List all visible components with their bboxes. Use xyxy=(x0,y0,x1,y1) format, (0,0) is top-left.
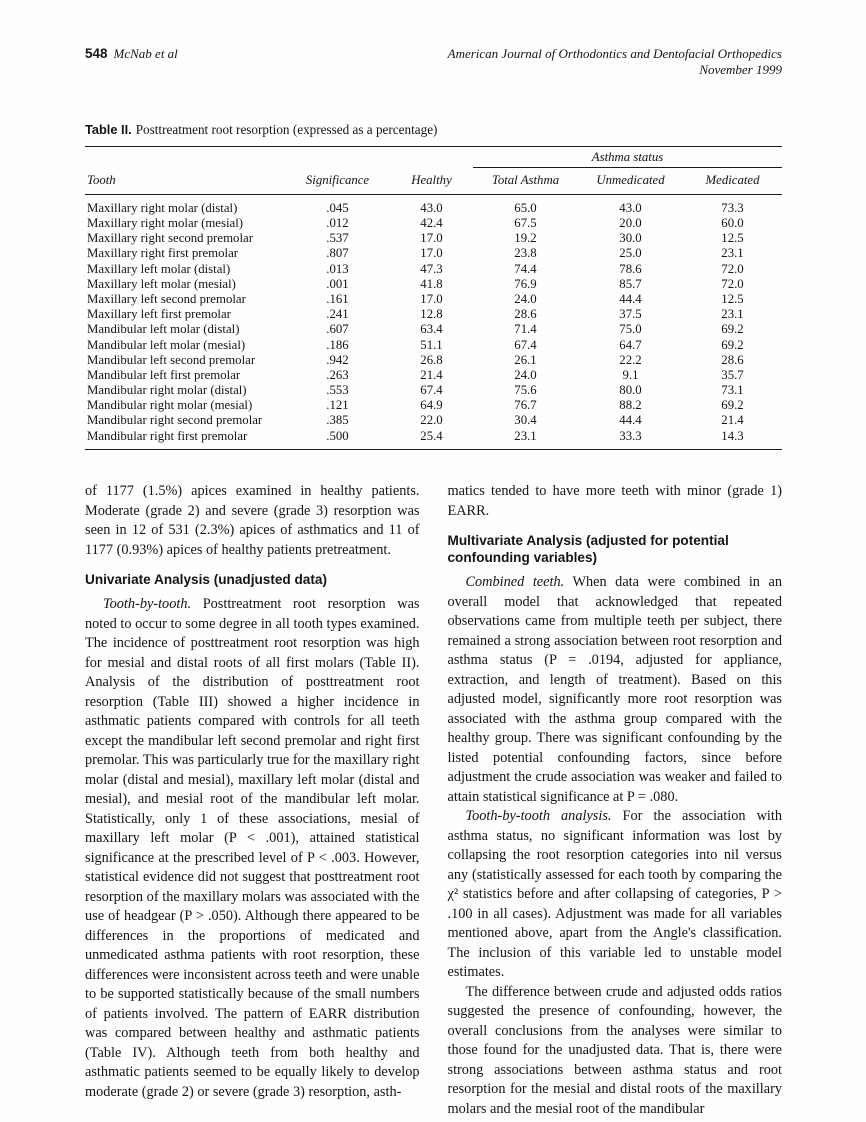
tooth-cell: Maxillary left molar (distal) xyxy=(87,261,231,276)
value-cell: 35.7 xyxy=(721,367,744,382)
value-cell: 23.1 xyxy=(721,246,744,261)
running-authors: McNab et al xyxy=(113,46,178,61)
value-cell: 69.2 xyxy=(721,322,744,337)
value-cell: 67.4 xyxy=(514,337,537,352)
tooth-cell: Maxillary right molar (mesial) xyxy=(87,216,244,230)
value-cell: 30.4 xyxy=(514,413,537,428)
journal-title: American Journal of Orthodontics and Dentofacial Orthopedics xyxy=(447,46,782,61)
table-row xyxy=(85,413,782,428)
body-columns xyxy=(85,482,782,1119)
running-head xyxy=(85,46,782,78)
value-cell: 19.2 xyxy=(514,231,537,246)
spanner-row xyxy=(85,147,782,168)
table-caption-text: Posttreatment root resorption (expressed as a percentage) xyxy=(135,122,438,137)
table-row xyxy=(85,292,782,307)
value-cell: 26.8 xyxy=(420,352,443,367)
paragraph-tooth-by-tooth-analysis xyxy=(448,807,783,983)
value-cell: 43.0 xyxy=(420,200,443,215)
value-cell: 37.5 xyxy=(619,307,642,322)
value-cell: 9.1 xyxy=(622,367,639,382)
tooth-cell: Maxillary left molar (mesial) xyxy=(87,276,236,291)
value-cell: 17.0 xyxy=(420,291,443,306)
column-header-healthy: Healthy xyxy=(390,168,473,194)
value-cell: 69.2 xyxy=(721,337,744,352)
value-cell: 12.8 xyxy=(420,307,443,322)
tooth-cell: Maxillary right second premolar xyxy=(87,231,253,246)
value-cell: 14.3 xyxy=(721,428,744,443)
value-cell: .012 xyxy=(326,216,349,230)
tooth-cell: Mandibular left molar (mesial) xyxy=(87,337,246,352)
value-cell: 88.2 xyxy=(619,398,642,413)
paragraph-lead: Tooth-by-tooth. xyxy=(103,596,192,613)
value-cell: .607 xyxy=(326,322,349,337)
page-number: 548 xyxy=(85,46,108,61)
value-cell: 21.4 xyxy=(721,413,744,428)
value-cell: 20.0 xyxy=(619,216,642,230)
paragraph-lead: Combined teeth. xyxy=(465,574,565,591)
value-cell: 78.6 xyxy=(619,261,642,276)
value-cell: 69.2 xyxy=(721,398,744,413)
results-table xyxy=(85,146,782,450)
value-cell: 76.7 xyxy=(514,398,537,413)
value-cell: .161 xyxy=(326,291,349,306)
value-cell: .807 xyxy=(326,246,349,261)
value-cell: 71.4 xyxy=(514,322,537,337)
value-cell: 47.3 xyxy=(420,261,443,276)
value-cell: 30.0 xyxy=(619,231,642,246)
tooth-cell: Maxillary left second premolar xyxy=(87,291,246,306)
value-cell: .001 xyxy=(326,276,349,291)
column-header-total-asthma: Total Asthma xyxy=(473,168,578,194)
value-cell: 17.0 xyxy=(420,231,443,246)
value-cell: 67.4 xyxy=(420,383,443,398)
table-row xyxy=(85,322,782,337)
paragraph-lead: Tooth-by-tooth analysis. xyxy=(465,808,612,825)
table-row xyxy=(85,367,782,382)
value-cell: 23.1 xyxy=(514,428,537,443)
value-cell: 24.0 xyxy=(514,367,537,382)
value-cell: 22.2 xyxy=(619,352,642,367)
column-header-tooth: Tooth xyxy=(85,168,285,194)
column-header-row xyxy=(85,168,782,194)
value-cell: 80.0 xyxy=(619,383,642,398)
value-cell: 75.6 xyxy=(514,383,537,398)
value-cell: .241 xyxy=(326,307,349,322)
tooth-cell: Mandibular right molar (distal) xyxy=(87,383,247,398)
value-cell: 60.0 xyxy=(721,216,744,230)
table-row xyxy=(85,194,782,215)
value-cell: .553 xyxy=(326,383,349,398)
value-cell: 51.1 xyxy=(420,337,443,352)
paragraph-continuation: of 1177 (1.5%) apices examined in healthy patients. Moderate (grade 2) and severe (grade 3) resorption was seen in 12 of 531 (2.3%) apices of asthmatics and 11 of 1177 (0.93%) apices of healthy patients pretreatment. xyxy=(85,483,420,558)
right-column xyxy=(448,482,783,1119)
value-cell: .385 xyxy=(326,413,349,428)
table-row xyxy=(85,352,782,367)
table-row xyxy=(85,261,782,276)
value-cell: 67.5 xyxy=(514,216,537,230)
tooth-cell: Maxillary left first premolar xyxy=(87,307,231,322)
value-cell: 28.6 xyxy=(514,307,537,322)
table-row xyxy=(85,216,782,231)
value-cell: 43.0 xyxy=(619,200,642,215)
value-cell: 75.0 xyxy=(619,322,642,337)
value-cell: 65.0 xyxy=(514,200,537,215)
paragraph-text: For the association with asthma status, no significant information was lost by collapsing the root resorption categories into nil versus any (statistically assessed for each tooth by comparing the χ² statistics before and after collapsing of categories, P > .100 in all cases). Adjustment was made for all variables mentioned above, apart from the Angle's classification. The inclusion of this variable led to unstable model estimates. xyxy=(447,808,782,981)
column-header-significance: Significance xyxy=(285,168,390,194)
tooth-cell: Mandibular left first premolar xyxy=(87,367,241,382)
value-cell: 23.1 xyxy=(721,307,744,322)
value-cell: 64.9 xyxy=(420,398,443,413)
running-head-left xyxy=(85,46,178,62)
table-row xyxy=(85,337,782,352)
value-cell: 76.9 xyxy=(514,276,537,291)
value-cell: 64.7 xyxy=(619,337,642,352)
table-head xyxy=(85,147,782,195)
value-cell: 24.0 xyxy=(514,291,537,306)
table-row xyxy=(85,307,782,322)
journal-issue: November 1999 xyxy=(699,62,782,77)
paragraph-continuation: matics tended to have more teeth with minor (grade 1) EARR. xyxy=(447,483,782,519)
value-cell: 44.4 xyxy=(619,291,642,306)
value-cell: .537 xyxy=(326,231,349,246)
table-body xyxy=(85,194,782,449)
value-cell: 25.4 xyxy=(420,428,443,443)
paragraph-difference-odds: The difference between crude and adjusted odds ratios suggested the presence of confounding, however, the overall conclusions from the analyses were similar to those found for the unadjusted data. That is, there were strong associations between asthma status and root resorption for the mesial and distal roots of the maxillary molars and the mesial root of the mandibular xyxy=(447,983,782,1117)
value-cell: 41.8 xyxy=(420,276,443,291)
tooth-cell: Maxillary right molar (distal) xyxy=(87,200,238,215)
value-cell: 63.4 xyxy=(420,322,443,337)
value-cell: 12.5 xyxy=(721,231,744,246)
value-cell: 72.0 xyxy=(721,276,744,291)
table-row xyxy=(85,383,782,398)
value-cell: 72.0 xyxy=(721,261,744,276)
section-heading-univariate: Univariate Analysis (unadjusted data) xyxy=(85,572,327,588)
value-cell: .013 xyxy=(326,261,349,276)
value-cell: .121 xyxy=(326,398,349,413)
value-cell: .942 xyxy=(326,352,349,367)
paragraph-combined-teeth xyxy=(448,573,783,807)
paragraph-text: Posttreatment root resorption was noted to occur to some degree in all tooth types examined. The incidence of posttreatment root resorption was high for mesial and distal roots of all first molars (Table II). Analysis of the distribution of posttreatment root resorption (Table III) showed a higher incidence in asthmatic patients compared with controls for all teeth except the mandibular left second premolar and right first premolar. This was particularly true for the maxillary right molar (distal and mesial), maxillary left molar (distal and mesial), and mesial root of the mandibular left molar. Statistically, only 1 of these associations, mesial of maxillary left molar (P < .001), attained statistical significance at the prescribed level of P < .003. However, statistical evidence did not suggest that posttreatment root resorption of the maxillary molars was associated with the use of headgear (P > .050). Although there appeared to be differences in the proportions of medicated and unmedicated asthma patients with root resorption, these differences were inconsistent across teeth and were unable to be supported statistically because of the small numbers of patients involved. The pattern of EARR distribution was compared between healthy and asthmatic patients (Table IV). Although teeth from both healthy and asthmatic patients seemed to be equally likely to develop moderate (grade 2) or severe (grade 3) resorption, asth- xyxy=(85,596,420,1100)
value-cell: 73.1 xyxy=(721,383,744,398)
value-cell: 26.1 xyxy=(514,352,537,367)
table-row xyxy=(85,398,782,413)
tooth-cell: Mandibular left second premolar xyxy=(87,352,256,367)
value-cell: 74.4 xyxy=(514,261,537,276)
table-caption-label: Table II. xyxy=(85,122,132,137)
value-cell: 21.4 xyxy=(420,367,443,382)
table-caption xyxy=(85,122,782,138)
paragraph-text: When data were combined in an overall model that acknowledged that repeated observations came from multiple teeth per subject, there remained a strong association between root resorption and asthma status (P = .0194, adjusted for appliance, extraction, and length of treatment). Based on this adjusted model, significantly more root resorption was associated with the asthma group compared with the healthy group. There was significant confounding by the listed potential confounding factors, since before adjustment the crude association was weaker and failed to attain statistical significance at P = .080. xyxy=(447,574,782,805)
table-row xyxy=(85,428,782,449)
tooth-cell: Maxillary right first premolar xyxy=(87,246,239,261)
column-header-unmedicated: Unmedicated xyxy=(578,168,683,194)
value-cell: 23.8 xyxy=(514,246,537,261)
value-cell: 25.0 xyxy=(619,246,642,261)
value-cell: .500 xyxy=(326,428,349,443)
left-column xyxy=(85,482,420,1119)
value-cell: 12.5 xyxy=(721,291,744,306)
paragraph-tooth-by-tooth xyxy=(85,595,420,1102)
value-cell: 44.4 xyxy=(619,413,642,428)
tooth-cell: Mandibular left molar (distal) xyxy=(87,322,240,337)
value-cell: 73.3 xyxy=(721,200,744,215)
value-cell: .186 xyxy=(326,337,349,352)
running-head-right xyxy=(448,46,782,78)
value-cell: .045 xyxy=(326,200,349,215)
value-cell: 28.6 xyxy=(721,352,744,367)
value-cell: 42.4 xyxy=(420,216,443,230)
tooth-cell: Mandibular right second premolar xyxy=(87,413,263,428)
value-cell: 85.7 xyxy=(619,276,642,291)
table-row xyxy=(85,276,782,291)
spanner-empty-cell xyxy=(85,147,473,168)
value-cell: 22.0 xyxy=(420,413,443,428)
spanner-asthma-status: Asthma status xyxy=(473,147,782,168)
value-cell: .263 xyxy=(326,367,349,382)
table-row xyxy=(85,231,782,246)
table-row xyxy=(85,246,782,261)
value-cell: 33.3 xyxy=(619,428,642,443)
value-cell: 17.0 xyxy=(420,246,443,261)
section-heading-multivariate: Multivariate Analysis (adjusted for potential confounding variables) xyxy=(447,533,729,566)
tooth-cell: Mandibular right molar (mesial) xyxy=(87,398,253,413)
tooth-cell: Mandibular right first premolar xyxy=(87,428,248,443)
column-header-medicated: Medicated xyxy=(683,168,782,194)
